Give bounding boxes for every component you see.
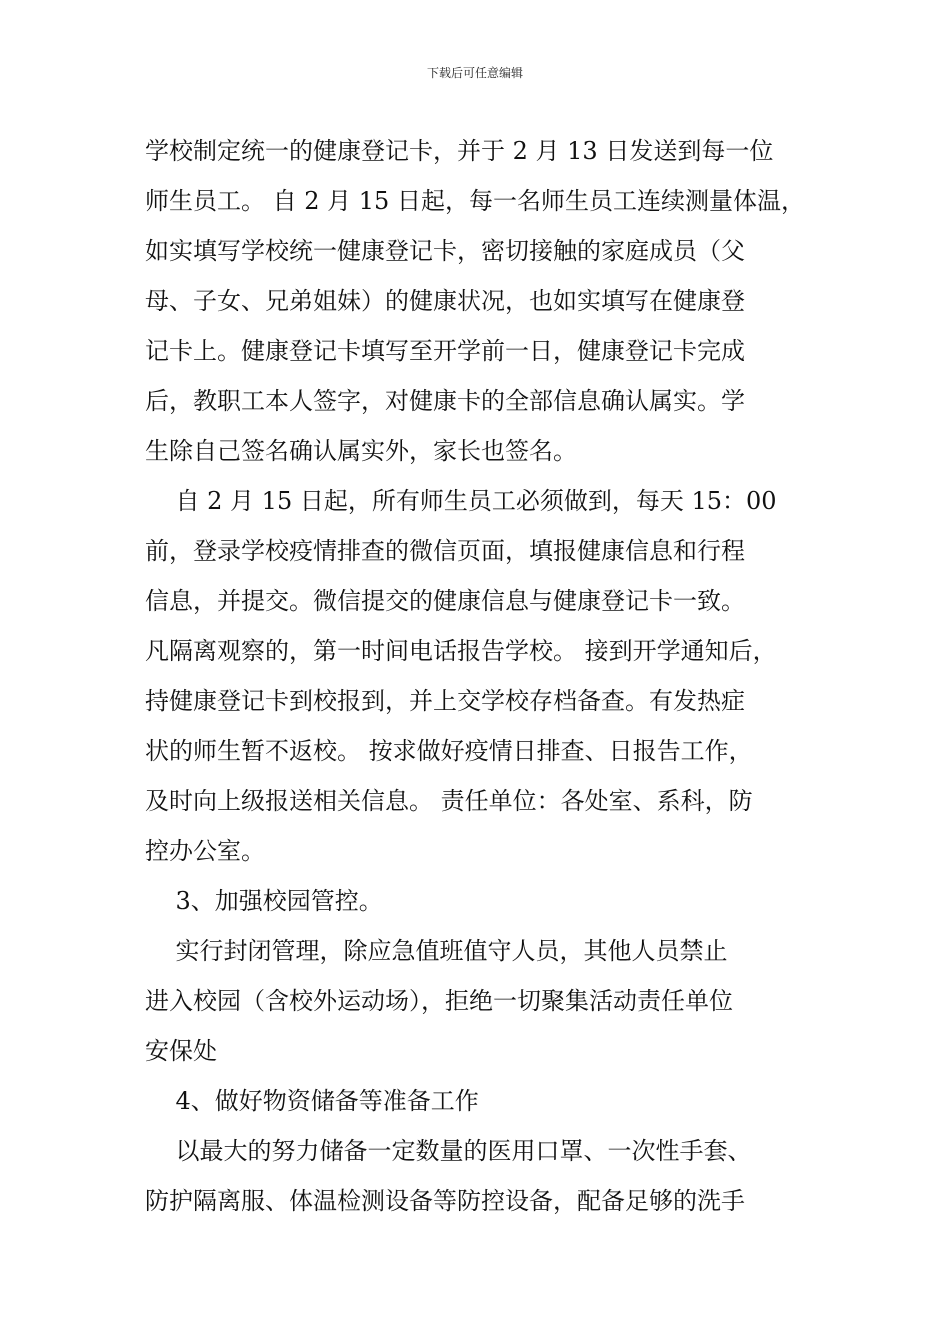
text-line: 实行封闭管理，除应急值班值守人员，其他人员禁止 — [145, 937, 728, 965]
text-line: 自 2 月 15 日起，所有师生员工必须做到，每天 15：00 — [145, 487, 777, 515]
text-line: 如实填写学校统一健康登记卡，密切接触的家庭成员（父 — [145, 237, 745, 265]
text-line: 凡隔离观察的，第一时间电话报告学校。 接到开学通知后， — [145, 637, 777, 665]
text-line: 学校制定统一的健康登记卡，并于 2 月 13 日发送到每一位 — [145, 137, 774, 165]
text-line: 及时向上级报送相关信息。 责任单位：各处室、系科，防 — [145, 787, 753, 815]
text-line: 持健康登记卡到校报到，并上交学校存档备查。有发热症 — [145, 687, 745, 715]
section-heading: 4、做好物资储备等准备工作 — [145, 1087, 479, 1115]
text-line: 安保处 — [145, 1037, 217, 1065]
page-header: 下载后可任意编辑 — [426, 66, 523, 80]
text-line: 控办公室。 — [145, 837, 265, 865]
document-body — [145, 126, 825, 1226]
text-line: 状的师生暂不返校。 按求做好疫情日排查、日报告工作， — [145, 737, 753, 765]
text-line: 信息，并提交。微信提交的健康信息与健康登记卡一致。 — [145, 587, 745, 615]
text-line: 生除自己签名确认属实外，家长也签名。 — [145, 437, 577, 465]
text-line: 以最大的努力储备一定数量的医用口罩、一次性手套、 — [145, 1137, 752, 1165]
text-line: 进入校园（含校外运动场），拒绝一切聚集活动责任单位 — [145, 987, 733, 1015]
text-line: 记卡上。健康登记卡填写至开学前一日，健康登记卡完成 — [145, 337, 745, 365]
section-heading: 3、加强校园管控。 — [145, 887, 383, 915]
text-line: 后，教职工本人签字，对健康卡的全部信息确认属实。学 — [145, 387, 745, 415]
text-line: 前，登录学校疫情排查的微信页面，填报健康信息和行程 — [145, 537, 745, 565]
text-line: 师生员工。 自 2 月 15 日起，每一名师生员工连续测量体温， — [145, 187, 805, 215]
text-line: 母、子女、兄弟姐妹）的健康状况，也如实填写在健康登 — [145, 287, 745, 315]
text-line: 防护隔离服、体温检测设备等防控设备，配备足够的洗手 — [145, 1187, 745, 1215]
